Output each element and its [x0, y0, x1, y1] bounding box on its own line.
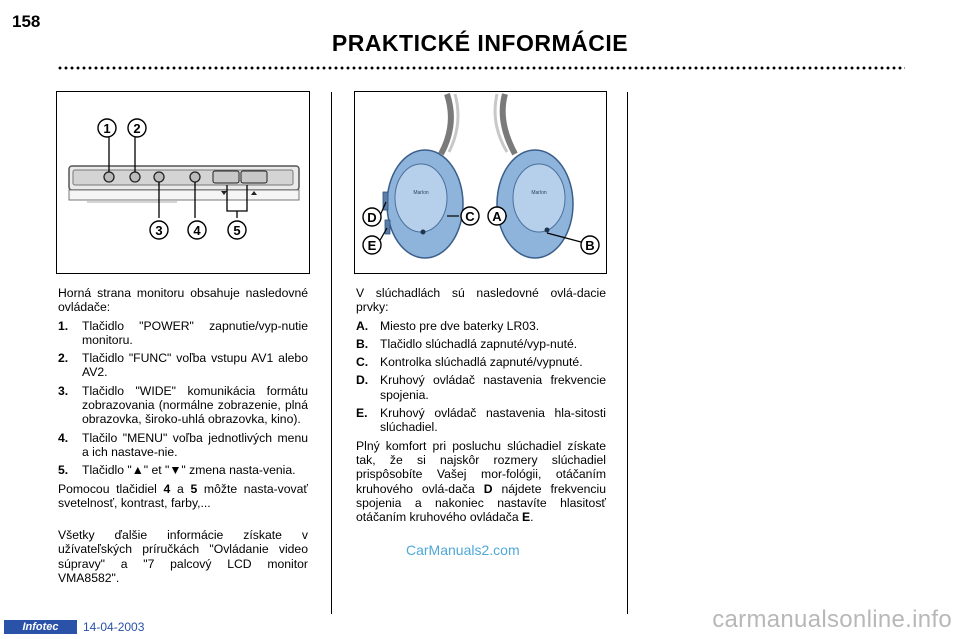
- cup-label-left: Marlon: [413, 190, 429, 196]
- item-key: E.: [356, 406, 368, 421]
- callout-2: 2: [133, 121, 141, 136]
- list-item: [356, 373, 606, 402]
- site-watermark: carmanualsonline.info: [712, 606, 952, 633]
- monitor-illustration: [57, 92, 309, 273]
- item-text: Tlačidlo "FUNC" voľba vstupu AV1 alebo AV2.: [82, 351, 308, 380]
- list-item: [356, 319, 606, 333]
- item-text: Tlačidlo slúchadlá zapnuté/vyp-nuté.: [380, 336, 578, 351]
- dotted-divider: [57, 66, 905, 70]
- page-number: 158: [12, 12, 41, 31]
- right-text-column: [356, 286, 606, 528]
- para-text: môžte nasta-vovať svetelnosť, kontrast, farby,...: [58, 481, 308, 510]
- callout-1: 1: [103, 121, 111, 136]
- item-key: B.: [356, 336, 369, 351]
- para-text: a: [170, 481, 191, 496]
- headphones-figure: [354, 91, 607, 274]
- cup-label-right: Marlon: [531, 190, 547, 196]
- footer-date: 14-04-2003: [83, 620, 145, 634]
- headphones-illustration: [355, 92, 606, 273]
- para-text: Pomocou tlačidiel: [58, 481, 164, 496]
- para-text: Plný komfort pri posluchu slúchadiel získate tak, že si najskôr rozmery slúchadiel prispôsobíte Vašej mor-fológii, otáčaním kruhového ovlá-dača: [356, 438, 606, 496]
- item-text: Tlačilo "MENU" voľba jednotlivých menu a ich nastave-nie.: [82, 430, 308, 459]
- item-text: Miesto pre dve baterky LR03.: [380, 318, 540, 333]
- column-divider-2: [627, 92, 628, 614]
- item-key: 5.: [58, 463, 69, 478]
- para-key: 4: [163, 481, 171, 496]
- callout-b: B: [585, 238, 595, 253]
- item-key: D.: [356, 373, 369, 388]
- list-item: [58, 351, 308, 380]
- callout-d: D: [367, 210, 377, 225]
- callout-e: E: [367, 238, 377, 253]
- list-item: [58, 431, 308, 460]
- list-item: [58, 319, 308, 348]
- right-intro: V slúchadlách sú nasledovné ovlá-dacie prvky:: [356, 286, 606, 315]
- list-item: [356, 337, 606, 351]
- callout-c: C: [465, 209, 475, 224]
- item-text: Kruhový ovládač nastavenia frekvencie spojenia.: [380, 373, 606, 402]
- callout-3: 3: [155, 223, 163, 238]
- item-text: Tlačidlo "POWER" zapnutie/vyp-nutie monitoru.: [82, 318, 308, 347]
- para-text: .: [530, 510, 534, 525]
- left-paragraph-2: Všetky ďalšie informácie získate v užívateľských príručkách "Ovládanie video súpravy" a "7 palcový LCD monitor VMA8582".: [58, 528, 308, 586]
- monitor-controls-figure: [56, 91, 310, 274]
- item-key: 2.: [58, 351, 69, 366]
- list-item: [356, 406, 606, 435]
- item-text: Kontrolka slúchadlá zapnuté/vypnuté.: [380, 355, 583, 370]
- para-key: D: [483, 481, 493, 496]
- left-text-column: [58, 286, 308, 589]
- page-title: PRAKTICKÉ INFORMÁCIE: [331, 30, 629, 56]
- column-divider-1: [331, 92, 332, 614]
- item-text: Tlačidlo "WIDE" komunikácia formátu zobrazovania (normálne zobrazenie, plná obrazovka, široko-uhlá obrazovka, kino).: [82, 383, 308, 427]
- callout-5: 5: [233, 223, 241, 238]
- infotec-logo: Infotec: [4, 620, 77, 634]
- item-text: Kruhový ovládač nastavenia hla-sitosti slúchadiel.: [380, 406, 606, 435]
- left-intro: Horná strana monitoru obsahuje nasledovné ovládače:: [58, 286, 308, 315]
- callout-a: A: [492, 209, 502, 224]
- right-paragraph: [356, 439, 606, 525]
- para-text: nájdete frekvenciu spojenia a nakoniec nastavíte hlasitosť otáčaním kruhového ovládača: [356, 481, 606, 525]
- item-key: 3.: [58, 383, 69, 398]
- left-paragraph: [58, 482, 308, 511]
- list-item: [58, 384, 308, 427]
- item-key: A.: [356, 318, 369, 333]
- item-text: Tlačidlo "▲" et "▼" zmena nasta-venia.: [82, 463, 296, 478]
- item-key: 4.: [58, 430, 69, 445]
- para-key: 5: [190, 481, 198, 496]
- para-key: E: [522, 510, 531, 525]
- item-key: 1.: [58, 318, 69, 333]
- item-key: C.: [356, 355, 369, 370]
- list-item: [58, 463, 308, 477]
- watermark-text: CarManuals2.com: [406, 542, 520, 558]
- list-item: [356, 355, 606, 369]
- callout-4: 4: [193, 223, 201, 238]
